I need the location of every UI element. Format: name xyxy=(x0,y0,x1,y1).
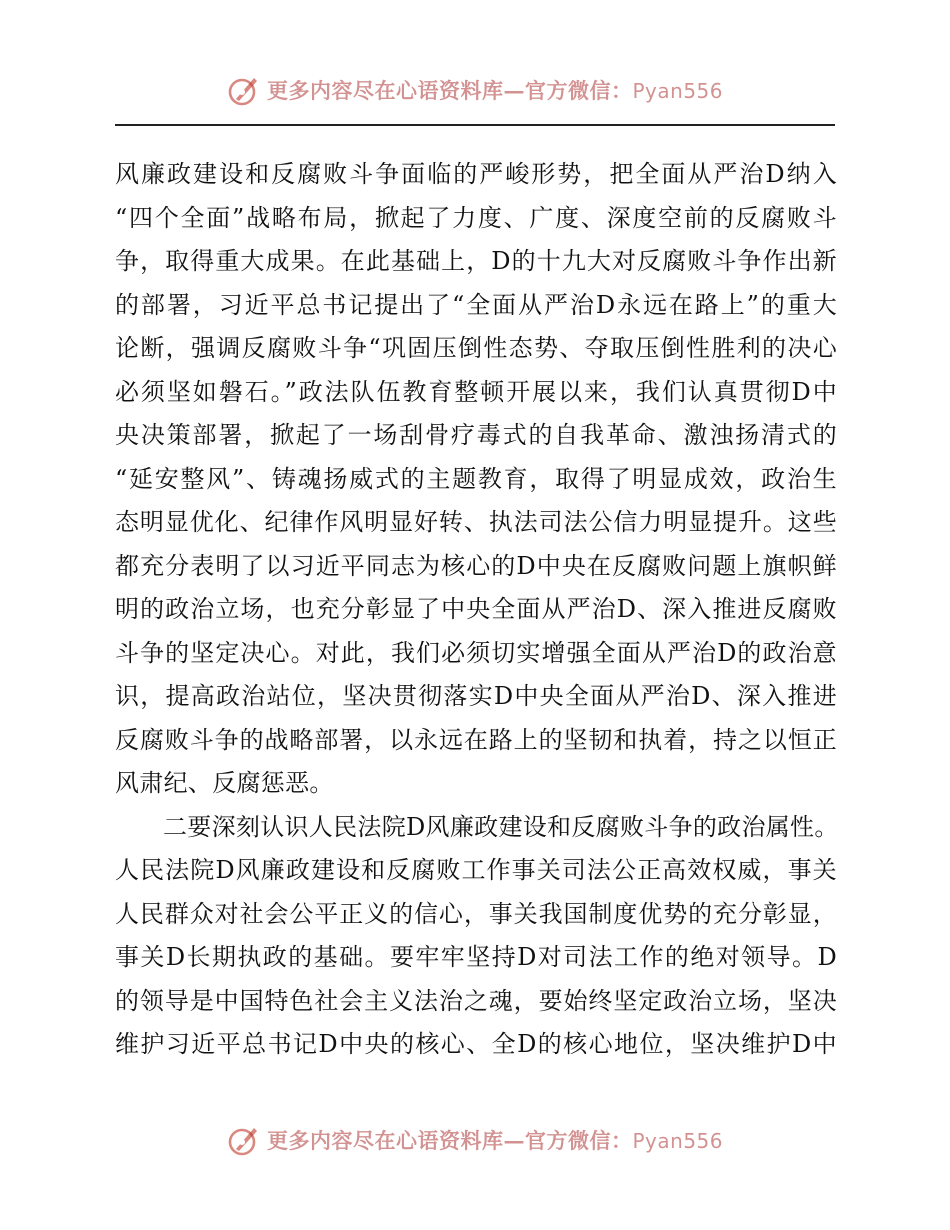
body-line: 风廉政建设和反腐败斗争面临的严峻形势，把全面从严治D纳入 xyxy=(115,160,837,188)
body-line: 识，提高政治站位，坚决贯彻落实D中央全面从严治D、深入推进 xyxy=(115,682,837,710)
footer-watermark xyxy=(0,1120,950,1160)
body-line: 人民法院D风廉政建设和反腐败工作事关司法公正高效权威，事关 xyxy=(115,856,837,884)
body-line: 斗争的坚定决心。对此，我们必须切实增强全面从严治D的政治意 xyxy=(115,638,837,667)
body-line: 反腐败斗争的战略部署，以永远在路上的坚韧和执着，持之以恒正 xyxy=(115,725,837,754)
body-line: 事关D长期执政的基础。要牢牢坚持D对司法工作的绝对领导。D xyxy=(115,943,837,971)
quill-logo-icon xyxy=(227,1123,261,1157)
body-line: 的领导是中国特色社会主义法治之魂，要始终坚定政治立场，坚决 xyxy=(115,986,837,1015)
section-heading-line: 二要深刻认识人民法院D风廉政建设和反腐败斗争的政治属性。 xyxy=(163,812,839,841)
body-line: 风肃纪、反腐惩恶。 xyxy=(115,769,334,797)
body-line: 明的政治立场，也充分彰显了中央全面从严治D、深入推进反腐败 xyxy=(115,595,837,623)
body-line: 人民群众对社会公平正义的信心，事关我国制度优势的充分彰显， xyxy=(115,899,837,928)
body-line: 维护习近平总书记D中央的核心、全D的核心地位，坚决维护D中 xyxy=(115,1030,837,1058)
body-line: 态明显优化、纪律作风明显好转、执法司法公信力明显提升。这些 xyxy=(115,508,837,536)
body-line: “四个全面”战略布局，掀起了力度、广度、深度空前的反腐败斗 xyxy=(115,203,837,232)
header-divider xyxy=(115,124,835,126)
header-watermark xyxy=(0,70,950,110)
document-body xyxy=(115,153,837,1067)
quill-logo-icon xyxy=(227,73,261,107)
body-line: 争，取得重大成果。在此基础上，D的十九大对反腐败斗争作出新 xyxy=(115,247,837,275)
body-line: 论断，强调反腐败斗争“巩固压倒性态势、夺取压倒性胜利的决心 xyxy=(115,334,837,362)
watermark-text: 更多内容尽在心语资料库—官方微信：Pyan556 xyxy=(266,1128,723,1153)
body-line: 央决策部署，掀起了一场刮骨疗毒式的自我革命、激浊扬清式的 xyxy=(115,421,837,449)
body-line: 必须坚如磐石。”政法队伍教育整顿开展以来，我们认真贯彻D中 xyxy=(115,377,837,406)
body-line: 都充分表明了以习近平同志为核心的D中央在反腐败问题上旗帜鲜 xyxy=(115,551,837,580)
body-line: “延安整风”、铸魂扬威式的主题教育，取得了明显成效，政治生 xyxy=(115,464,837,493)
body-line: 的部署，习近平总书记提出了“全面从严治D永远在路上”的重大 xyxy=(115,290,837,319)
watermark-text: 更多内容尽在心语资料库—官方微信：Pyan556 xyxy=(266,78,723,103)
